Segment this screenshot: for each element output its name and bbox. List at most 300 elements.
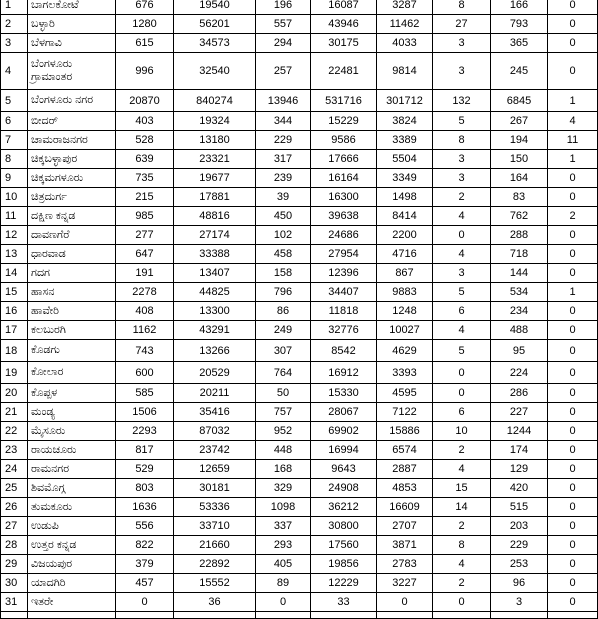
- district-name-cell: ಬೀದರ್: [28, 112, 116, 131]
- serial-number-cell: 4: [1, 53, 28, 90]
- value-cell-col-7: 793: [491, 15, 548, 34]
- value-cell-col-1: 985: [116, 207, 174, 226]
- table-row: [1, 555, 598, 574]
- table-row: [1, 441, 598, 460]
- table-row: [1, 90, 598, 112]
- district-name-cell: ಯಾದಗಿರಿ: [28, 574, 116, 593]
- value-cell-col-8: 1: [548, 150, 598, 169]
- value-cell-col-4: 34407: [311, 283, 377, 302]
- value-cell-col-3: 158: [256, 264, 311, 283]
- value-cell-col-7: 224: [491, 362, 548, 384]
- value-cell-col-8: 0: [548, 340, 598, 362]
- value-cell-col-1: 585: [116, 384, 174, 403]
- value-cell-col-4: 16300: [311, 188, 377, 207]
- value-cell-col-6: 0: [433, 226, 491, 245]
- value-cell-col-8: 0: [548, 441, 598, 460]
- serial-number-cell: 10: [1, 188, 28, 207]
- serial-number-cell: 26: [1, 498, 28, 517]
- value-cell-col-1: 676: [116, 0, 174, 15]
- district-name-cell: ಇತರೇ: [28, 593, 116, 612]
- table-row: [1, 283, 598, 302]
- value-cell-col-4: 17666: [311, 150, 377, 169]
- table-row: [1, 422, 598, 441]
- value-cell-col-8: 0: [548, 53, 598, 90]
- serial-number-cell: 22: [1, 422, 28, 441]
- value-cell-col-5: 6574: [377, 441, 433, 460]
- district-name-cell: ಶಿವಮೊಗ್ಗ: [28, 479, 116, 498]
- value-cell-col-8: 0: [548, 15, 598, 34]
- value-cell-col-6: 0: [433, 362, 491, 384]
- table-row: [1, 536, 598, 555]
- table-row: [1, 207, 598, 226]
- district-name-cell: ತುಮಕೂರು: [28, 498, 116, 517]
- value-cell-col-1: 615: [116, 34, 174, 53]
- value-cell-col-7: 194: [491, 131, 548, 150]
- value-cell-col-5: 11462: [377, 15, 433, 34]
- table-row: [1, 362, 598, 384]
- value-cell-col-7: 234: [491, 302, 548, 321]
- value-cell-col-8: 11: [548, 131, 598, 150]
- value-cell-col-5: 301712: [377, 90, 433, 112]
- value-cell-col-1: 0: [116, 593, 174, 612]
- value-cell-col-8: 0: [548, 34, 598, 53]
- value-cell-col-7: 144: [491, 264, 548, 283]
- value-cell-col-4: 11818: [311, 302, 377, 321]
- partial-cell: [377, 612, 433, 619]
- value-cell-col-6: 4: [433, 460, 491, 479]
- value-cell-col-4: 39638: [311, 207, 377, 226]
- value-cell-col-8: 0: [548, 555, 598, 574]
- value-cell-col-2: 19324: [174, 112, 256, 131]
- serial-number-cell: 7: [1, 131, 28, 150]
- serial-number-cell: 24: [1, 460, 28, 479]
- value-cell-col-7: 288: [491, 226, 548, 245]
- value-cell-col-8: 4: [548, 112, 598, 131]
- table-row: [1, 245, 598, 264]
- value-cell-col-2: 23321: [174, 150, 256, 169]
- serial-number-cell: 29: [1, 555, 28, 574]
- value-cell-col-1: 191: [116, 264, 174, 283]
- serial-number-cell: 17: [1, 321, 28, 340]
- value-cell-col-1: 457: [116, 574, 174, 593]
- partial-cell: [256, 612, 311, 619]
- partial-cell: [491, 612, 548, 619]
- value-cell-col-3: 757: [256, 403, 311, 422]
- value-cell-col-4: 9586: [311, 131, 377, 150]
- value-cell-col-5: 4853: [377, 479, 433, 498]
- value-cell-col-6: 15: [433, 479, 491, 498]
- value-cell-col-6: 5: [433, 340, 491, 362]
- value-cell-col-7: 95: [491, 340, 548, 362]
- value-cell-col-2: 34573: [174, 34, 256, 53]
- value-cell-col-6: 3: [433, 150, 491, 169]
- value-cell-col-7: 488: [491, 321, 548, 340]
- value-cell-col-1: 379: [116, 555, 174, 574]
- value-cell-col-1: 556: [116, 517, 174, 536]
- table-row: [1, 460, 598, 479]
- value-cell-col-4: 531716: [311, 90, 377, 112]
- value-cell-col-8: 0: [548, 536, 598, 555]
- value-cell-col-3: 239: [256, 169, 311, 188]
- table-row: [1, 169, 598, 188]
- district-name-cell: ಚಿಕ್ಕಬಳ್ಳಾಪುರ: [28, 150, 116, 169]
- value-cell-col-2: 22892: [174, 555, 256, 574]
- value-cell-col-8: 0: [548, 226, 598, 245]
- district-name-cell: ಕೊಪ್ಪಳ: [28, 384, 116, 403]
- value-cell-col-1: 822: [116, 536, 174, 555]
- table-row: [1, 593, 598, 612]
- value-cell-col-5: 1498: [377, 188, 433, 207]
- value-cell-col-3: 952: [256, 422, 311, 441]
- value-cell-col-2: 20211: [174, 384, 256, 403]
- value-cell-col-5: 15886: [377, 422, 433, 441]
- value-cell-col-7: 229: [491, 536, 548, 555]
- value-cell-col-2: 20529: [174, 362, 256, 384]
- value-cell-col-5: 4595: [377, 384, 433, 403]
- value-cell-col-8: 0: [548, 188, 598, 207]
- table-row: [1, 34, 598, 53]
- value-cell-col-2: 87032: [174, 422, 256, 441]
- serial-number-cell: 12: [1, 226, 28, 245]
- value-cell-col-5: 7122: [377, 403, 433, 422]
- value-cell-col-7: 164: [491, 169, 548, 188]
- value-cell-col-2: 30181: [174, 479, 256, 498]
- value-cell-col-3: 102: [256, 226, 311, 245]
- value-cell-col-6: 2: [433, 188, 491, 207]
- value-cell-col-2: 13180: [174, 131, 256, 150]
- value-cell-col-3: 168: [256, 460, 311, 479]
- value-cell-col-1: 1636: [116, 498, 174, 517]
- value-cell-col-5: 0: [377, 593, 433, 612]
- value-cell-col-6: 2: [433, 517, 491, 536]
- district-name-cell: ಕೋಲಾರ: [28, 362, 116, 384]
- value-cell-col-5: 2707: [377, 517, 433, 536]
- value-cell-col-3: 557: [256, 15, 311, 34]
- value-cell-col-4: 15229: [311, 112, 377, 131]
- value-cell-col-8: 0: [548, 574, 598, 593]
- value-cell-col-5: 9814: [377, 53, 433, 90]
- value-cell-col-5: 3389: [377, 131, 433, 150]
- serial-number-cell: 18: [1, 340, 28, 362]
- serial-number-cell: 1: [1, 0, 28, 15]
- value-cell-col-4: 16912: [311, 362, 377, 384]
- value-cell-col-8: 0: [548, 0, 598, 15]
- value-cell-col-2: 13407: [174, 264, 256, 283]
- value-cell-col-5: 3227: [377, 574, 433, 593]
- district-name-cell: ಮಂಡ್ಯ: [28, 403, 116, 422]
- value-cell-col-4: 16994: [311, 441, 377, 460]
- value-cell-col-2: 48816: [174, 207, 256, 226]
- value-cell-col-6: 5: [433, 112, 491, 131]
- serial-number-cell: 11: [1, 207, 28, 226]
- value-cell-col-4: 28067: [311, 403, 377, 422]
- serial-number-cell: 21: [1, 403, 28, 422]
- district-name-cell: ಕೊಡಗು: [28, 340, 116, 362]
- value-cell-col-6: 0: [433, 593, 491, 612]
- value-cell-col-1: 639: [116, 150, 174, 169]
- value-cell-col-6: 6: [433, 302, 491, 321]
- table-row: [1, 574, 598, 593]
- serial-number-cell: 28: [1, 536, 28, 555]
- value-cell-col-7: 286: [491, 384, 548, 403]
- district-name-cell: ಉತ್ತರ ಕನ್ನಡ: [28, 536, 116, 555]
- value-cell-col-6: 2: [433, 441, 491, 460]
- value-cell-col-3: 229: [256, 131, 311, 150]
- value-cell-col-2: 44825: [174, 283, 256, 302]
- partial-cell: [311, 612, 377, 619]
- value-cell-col-3: 329: [256, 479, 311, 498]
- table-row: [1, 403, 598, 422]
- value-cell-col-3: 257: [256, 53, 311, 90]
- value-cell-col-5: 4716: [377, 245, 433, 264]
- value-cell-col-1: 735: [116, 169, 174, 188]
- value-cell-col-5: 9883: [377, 283, 433, 302]
- value-cell-col-1: 215: [116, 188, 174, 207]
- district-name-cell: ದಕ್ಷಿಣ ಕನ್ನಡ: [28, 207, 116, 226]
- district-name-cell: ಬಳ್ಳಾರಿ: [28, 15, 116, 34]
- value-cell-col-2: 32540: [174, 53, 256, 90]
- table-row: [1, 384, 598, 403]
- district-name-cell: ಬೆಂಗಳೂರು ನಗರ: [28, 90, 116, 112]
- value-cell-col-8: 0: [548, 321, 598, 340]
- value-cell-col-5: 16609: [377, 498, 433, 517]
- serial-number-cell: 23: [1, 441, 28, 460]
- value-cell-col-1: 996: [116, 53, 174, 90]
- value-cell-col-3: 0: [256, 593, 311, 612]
- value-cell-col-5: 4629: [377, 340, 433, 362]
- value-cell-col-8: 1: [548, 90, 598, 112]
- value-cell-col-8: 0: [548, 302, 598, 321]
- value-cell-col-3: 249: [256, 321, 311, 340]
- value-cell-col-7: 150: [491, 150, 548, 169]
- value-cell-col-5: 5504: [377, 150, 433, 169]
- value-cell-col-7: 6845: [491, 90, 548, 112]
- value-cell-col-8: 0: [548, 422, 598, 441]
- value-cell-col-3: 293: [256, 536, 311, 555]
- value-cell-col-2: 33388: [174, 245, 256, 264]
- value-cell-col-1: 403: [116, 112, 174, 131]
- value-cell-col-3: 50: [256, 384, 311, 403]
- value-cell-col-6: 3: [433, 34, 491, 53]
- value-cell-col-6: 8: [433, 0, 491, 15]
- value-cell-col-1: 528: [116, 131, 174, 150]
- value-cell-col-1: 647: [116, 245, 174, 264]
- value-cell-col-5: 1248: [377, 302, 433, 321]
- partial-cell: [174, 612, 256, 619]
- value-cell-col-1: 2293: [116, 422, 174, 441]
- value-cell-col-1: 277: [116, 226, 174, 245]
- value-cell-col-4: 32776: [311, 321, 377, 340]
- table-row: [1, 517, 598, 536]
- value-cell-col-4: 12396: [311, 264, 377, 283]
- district-name-cell: ಧಾರವಾಡ: [28, 245, 116, 264]
- district-name-cell: ರಾಯಚೂರು: [28, 441, 116, 460]
- table-row: [1, 340, 598, 362]
- partial-cell: [433, 612, 491, 619]
- value-cell-col-2: 56201: [174, 15, 256, 34]
- value-cell-col-8: 0: [548, 169, 598, 188]
- value-cell-col-7: 83: [491, 188, 548, 207]
- district-name-cell: ಹಾಸನ: [28, 283, 116, 302]
- value-cell-col-8: 2: [548, 207, 598, 226]
- value-cell-col-5: 3871: [377, 536, 433, 555]
- value-cell-col-4: 33: [311, 593, 377, 612]
- value-cell-col-1: 1280: [116, 15, 174, 34]
- value-cell-col-8: 0: [548, 384, 598, 403]
- table-row: [1, 150, 598, 169]
- value-cell-col-6: 10: [433, 422, 491, 441]
- value-cell-col-5: 2887: [377, 460, 433, 479]
- value-cell-col-7: 96: [491, 574, 548, 593]
- district-name-cell: ಬೆಂಗಳೂರು ಗ್ರಾಮಾಂತರ: [28, 53, 116, 90]
- value-cell-col-5: 867: [377, 264, 433, 283]
- value-cell-col-2: 19677: [174, 169, 256, 188]
- value-cell-col-1: 600: [116, 362, 174, 384]
- value-cell-col-6: 3: [433, 169, 491, 188]
- value-cell-col-7: 174: [491, 441, 548, 460]
- value-cell-col-3: 86: [256, 302, 311, 321]
- value-cell-col-7: 515: [491, 498, 548, 517]
- value-cell-col-3: 89: [256, 574, 311, 593]
- value-cell-col-4: 22481: [311, 53, 377, 90]
- value-cell-col-4: 15330: [311, 384, 377, 403]
- district-name-cell: ಗದಗ: [28, 264, 116, 283]
- serial-number-cell: 20: [1, 384, 28, 403]
- value-cell-col-3: 196: [256, 0, 311, 15]
- value-cell-col-1: 803: [116, 479, 174, 498]
- serial-number-cell: 27: [1, 517, 28, 536]
- value-cell-col-4: 12229: [311, 574, 377, 593]
- value-cell-col-2: 21660: [174, 536, 256, 555]
- district-name-cell: ಮೈಸೂರು: [28, 422, 116, 441]
- value-cell-col-1: 2278: [116, 283, 174, 302]
- value-cell-col-8: 0: [548, 498, 598, 517]
- value-cell-col-3: 448: [256, 441, 311, 460]
- value-cell-col-1: 1162: [116, 321, 174, 340]
- table-row: [1, 53, 598, 90]
- district-name-cell: ಹಾವೇರಿ: [28, 302, 116, 321]
- value-cell-col-8: 1: [548, 283, 598, 302]
- value-cell-col-2: 19540: [174, 0, 256, 15]
- value-cell-col-4: 24686: [311, 226, 377, 245]
- value-cell-col-6: 3: [433, 53, 491, 90]
- value-cell-col-6: 132: [433, 90, 491, 112]
- value-cell-col-3: 294: [256, 34, 311, 53]
- serial-number-cell: 15: [1, 283, 28, 302]
- value-cell-col-8: 0: [548, 362, 598, 384]
- district-name-cell: ದಾವಣಗೆರೆ: [28, 226, 116, 245]
- value-cell-col-8: 0: [548, 264, 598, 283]
- serial-number-cell: 8: [1, 150, 28, 169]
- value-cell-col-4: 24908: [311, 479, 377, 498]
- table-row: [1, 131, 598, 150]
- value-cell-col-2: 13300: [174, 302, 256, 321]
- table-body: [1, 0, 598, 619]
- value-cell-col-6: 6: [433, 403, 491, 422]
- district-name-cell: ಚಾಮರಾಜನಗರ: [28, 131, 116, 150]
- value-cell-col-4: 36212: [311, 498, 377, 517]
- value-cell-col-3: 458: [256, 245, 311, 264]
- value-cell-col-4: 16164: [311, 169, 377, 188]
- value-cell-col-4: 30175: [311, 34, 377, 53]
- table-row-partial: [1, 612, 598, 619]
- serial-number-cell: 2: [1, 15, 28, 34]
- value-cell-col-3: 1098: [256, 498, 311, 517]
- value-cell-col-4: 43946: [311, 15, 377, 34]
- value-cell-col-6: 4: [433, 555, 491, 574]
- district-name-cell: ಬಾಗಲಕೋಟೆ: [28, 0, 116, 15]
- value-cell-col-6: 4: [433, 245, 491, 264]
- value-cell-col-1: 743: [116, 340, 174, 362]
- table-row: [1, 321, 598, 340]
- value-cell-col-3: 317: [256, 150, 311, 169]
- value-cell-col-3: 796: [256, 283, 311, 302]
- value-cell-col-8: 0: [548, 479, 598, 498]
- value-cell-col-3: 13946: [256, 90, 311, 112]
- value-cell-col-5: 4033: [377, 34, 433, 53]
- value-cell-col-6: 4: [433, 207, 491, 226]
- serial-number-cell: 13: [1, 245, 28, 264]
- value-cell-col-7: 420: [491, 479, 548, 498]
- value-cell-col-2: 33710: [174, 517, 256, 536]
- value-cell-col-7: 762: [491, 207, 548, 226]
- value-cell-col-7: 253: [491, 555, 548, 574]
- table-row: [1, 302, 598, 321]
- value-cell-col-8: 0: [548, 245, 598, 264]
- value-cell-col-2: 27174: [174, 226, 256, 245]
- value-cell-col-4: 19856: [311, 555, 377, 574]
- value-cell-col-6: 4: [433, 321, 491, 340]
- value-cell-col-3: 405: [256, 555, 311, 574]
- table-row: [1, 479, 598, 498]
- serial-number-cell: 14: [1, 264, 28, 283]
- value-cell-col-7: 245: [491, 53, 548, 90]
- value-cell-col-6: 8: [433, 536, 491, 555]
- value-cell-col-6: 14: [433, 498, 491, 517]
- value-cell-col-7: 267: [491, 112, 548, 131]
- value-cell-col-3: 39: [256, 188, 311, 207]
- serial-number-cell: 25: [1, 479, 28, 498]
- value-cell-col-6: 5: [433, 283, 491, 302]
- value-cell-col-7: 718: [491, 245, 548, 264]
- value-cell-col-2: 23742: [174, 441, 256, 460]
- value-cell-col-3: 307: [256, 340, 311, 362]
- value-cell-col-5: 2783: [377, 555, 433, 574]
- value-cell-col-7: 365: [491, 34, 548, 53]
- value-cell-col-7: 166: [491, 0, 548, 15]
- value-cell-col-6: 3: [433, 264, 491, 283]
- value-cell-col-1: 529: [116, 460, 174, 479]
- value-cell-col-8: 0: [548, 460, 598, 479]
- serial-number-cell: 30: [1, 574, 28, 593]
- value-cell-col-1: 1506: [116, 403, 174, 422]
- district-name-cell: ಚಿತ್ರದುರ್ಗ: [28, 188, 116, 207]
- value-cell-col-2: 15552: [174, 574, 256, 593]
- serial-number-cell: 16: [1, 302, 28, 321]
- value-cell-col-8: 0: [548, 517, 598, 536]
- value-cell-col-1: 20870: [116, 90, 174, 112]
- value-cell-col-2: 840274: [174, 90, 256, 112]
- table-row: [1, 226, 598, 245]
- value-cell-col-2: 36: [174, 593, 256, 612]
- district-name-cell: ಕಲಬುರಗಿ: [28, 321, 116, 340]
- value-cell-col-3: 764: [256, 362, 311, 384]
- value-cell-col-4: 8542: [311, 340, 377, 362]
- value-cell-col-2: 12659: [174, 460, 256, 479]
- serial-number-cell: 3: [1, 34, 28, 53]
- value-cell-col-4: 16087: [311, 0, 377, 15]
- value-cell-col-5: 3393: [377, 362, 433, 384]
